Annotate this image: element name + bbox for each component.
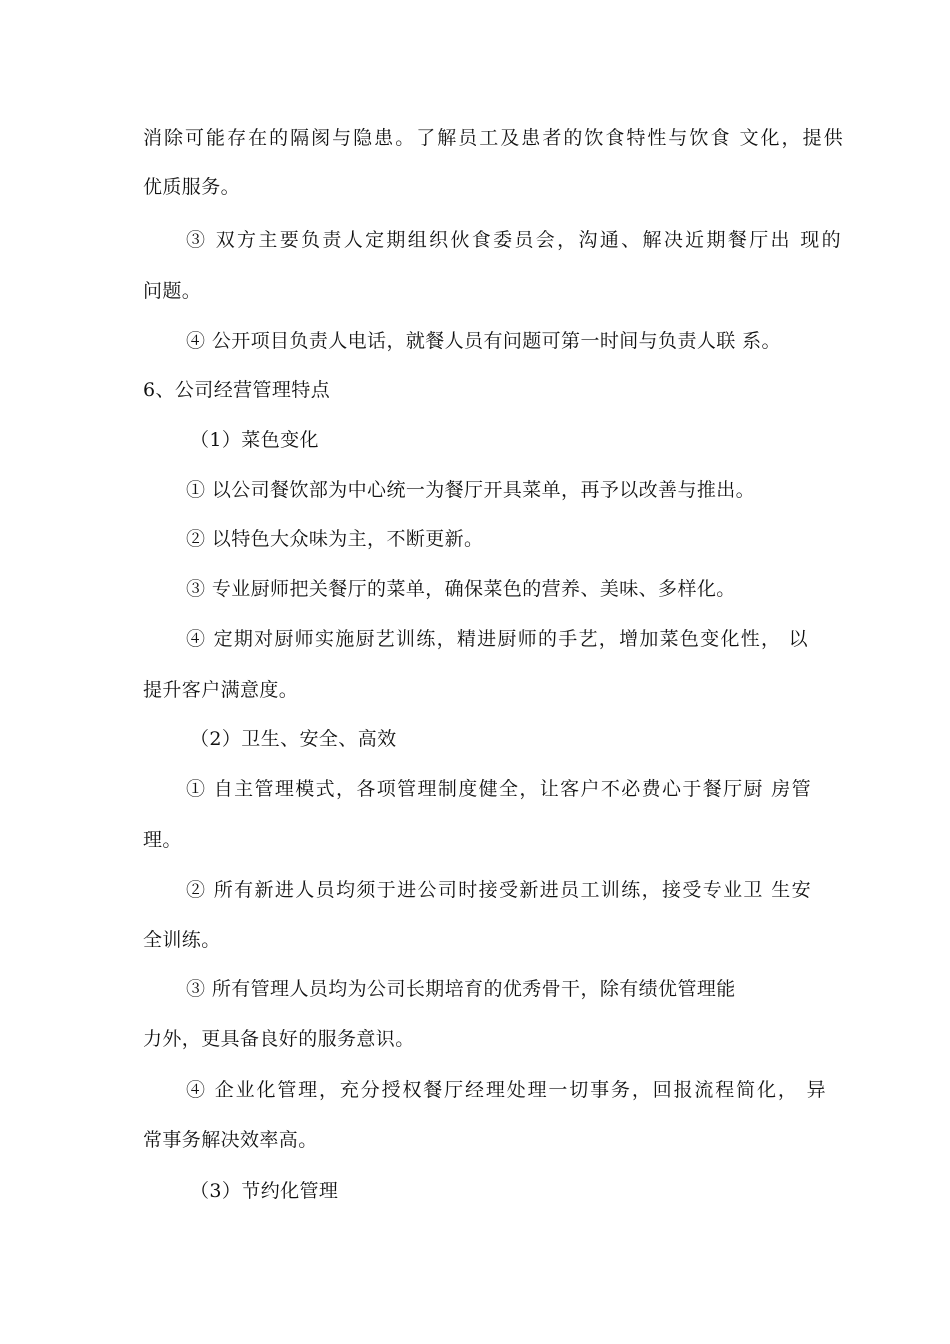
- hygiene-item-1-line-1: ① 自主管理模式，各项管理制度健全，让客户不必费心于餐厅厨 房管: [186, 778, 811, 800]
- hygiene-item-2-line-1: ② 所有新进人员均须于进公司时接受新进员工训练，接受专业卫 生安: [186, 879, 811, 901]
- menu-item-1: ① 以公司餐饮部为中心统一为餐厅开具菜单，再予以改善与推出。: [186, 479, 756, 501]
- hygiene-item-4-line-1: ④ 企业化管理，充分授权餐厅经理处理一切事务，回报流程简化， 异: [186, 1079, 826, 1101]
- menu-item-3: ③ 专业厨师把关餐厅的菜单，确保菜色的营养、美味、多样化。: [186, 578, 736, 600]
- menu-item-4-line-1: ④ 定期对厨师实施厨艺训练，精进厨师的手艺，增加菜色变化性， 以: [186, 628, 808, 650]
- hygiene-item-1-line-2: 理。: [143, 829, 182, 851]
- menu-item-4-line-2: 提升客户满意度。: [143, 679, 299, 701]
- subsection-heading-2: （2）卫生、安全、高效: [190, 728, 397, 750]
- hygiene-item-3-line-1: ③ 所有管理人员均为公司长期培育的优秀骨干，除有绩优管理能: [186, 978, 736, 1000]
- item-3-line-2: 问题。: [143, 280, 202, 302]
- item-3-line-1: ③ 双方主要负责人定期组织伙食委员会，沟通、解决近期餐厅出 现的: [186, 229, 841, 251]
- subsection-heading-1: （1）菜色变化: [190, 429, 319, 451]
- hygiene-item-4-line-2: 常事务解决效率高。: [143, 1129, 318, 1151]
- subsection-heading-3: （3）节约化管理: [190, 1180, 339, 1202]
- section-heading-6: 6、公司经营管理特点: [143, 379, 331, 401]
- paragraph-line-1: 消除可能存在的隔阂与隐患。了解员工及患者的饮食特性与饮食 文化，提供: [143, 127, 843, 149]
- paragraph-line-2: 优质服务。: [143, 176, 241, 198]
- menu-item-2: ② 以特色大众味为主，不断更新。: [186, 528, 484, 550]
- hygiene-item-2-line-2: 全训练。: [143, 929, 221, 951]
- item-4-line: ④ 公开项目负责人电话，就餐人员有问题可第一时间与负责人联 系。: [186, 330, 781, 352]
- hygiene-item-3-line-2: 力外，更具备良好的服务意识。: [143, 1028, 415, 1050]
